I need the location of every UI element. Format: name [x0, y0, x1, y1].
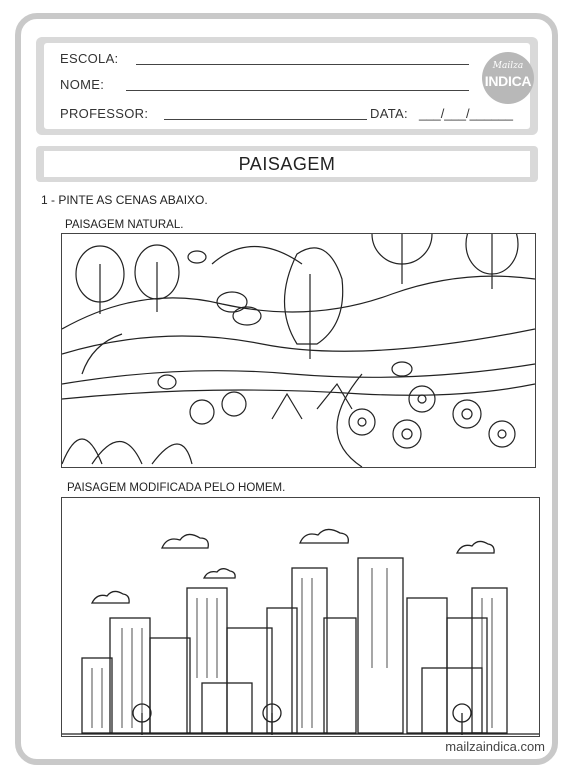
teacher-line	[164, 119, 367, 120]
footer-site: mailzaindica.com	[445, 739, 545, 754]
tree-3	[372, 234, 432, 284]
tree-4	[466, 234, 518, 289]
name-label: NOME:	[60, 77, 105, 92]
clouds	[92, 529, 494, 603]
buildings	[82, 558, 507, 733]
tree-2	[135, 245, 179, 312]
scene2-label: PAISAGEM MODIFICADA PELO HOMEM.	[67, 482, 286, 494]
teacher-label: PROFESSOR:	[60, 106, 149, 121]
name-line	[126, 90, 469, 91]
school-label: ESCOLA:	[60, 51, 119, 66]
bee-1	[188, 251, 206, 263]
scene1-label: PAISAGEM NATURAL.	[65, 219, 184, 231]
logo-script-text: Mailza	[492, 61, 524, 71]
header-box	[36, 37, 538, 135]
header-inner	[44, 43, 530, 129]
butterfly	[217, 292, 261, 325]
title-bar	[36, 146, 538, 182]
tree-1	[76, 246, 124, 314]
tree-5	[285, 248, 343, 359]
school-line	[136, 64, 469, 65]
bee-2	[392, 362, 412, 376]
date-label: DATA:	[370, 106, 408, 121]
natural-landscape-drawing	[61, 233, 536, 468]
mailza-indica-logo	[482, 52, 534, 104]
city-landscape-drawing	[61, 497, 540, 737]
logo-name-text: INDICA	[484, 73, 532, 89]
bee-3	[158, 375, 176, 389]
page-title: PAISAGEM	[44, 151, 530, 177]
date-field: ___/___/______	[419, 106, 513, 121]
question-text: 1 - PINTE AS CENAS ABAIXO.	[41, 193, 208, 207]
